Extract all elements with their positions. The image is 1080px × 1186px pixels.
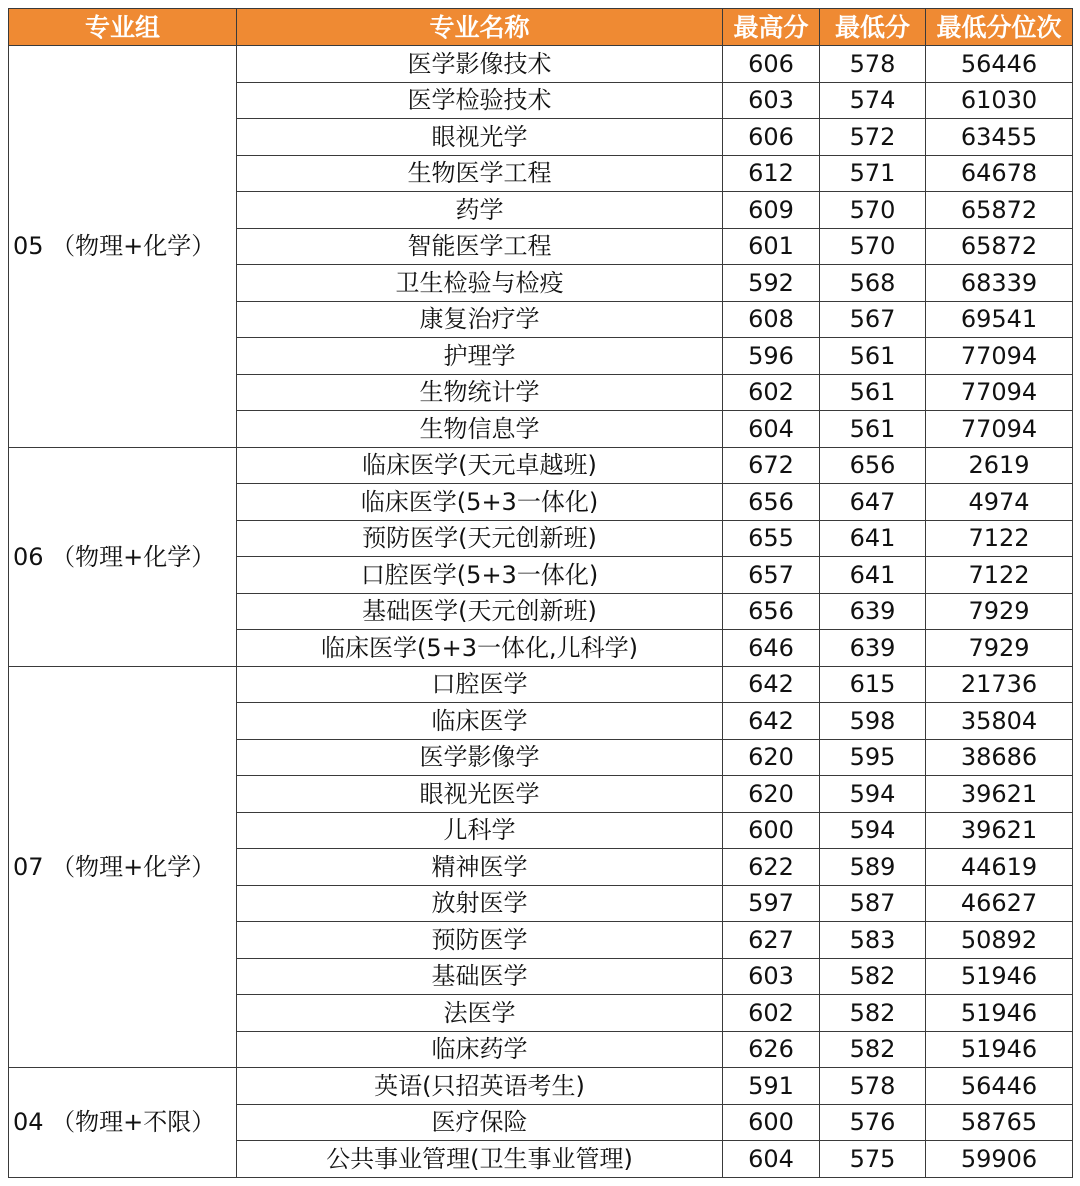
min-rank-cell: 65872 [926, 228, 1073, 265]
min-rank-cell: 77094 [926, 374, 1073, 411]
min-score-cell: 594 [820, 812, 926, 849]
min-score-cell: 567 [820, 301, 926, 338]
major-name-cell: 临床药学 [237, 1031, 723, 1068]
min-rank-cell: 51946 [926, 995, 1073, 1032]
major-group-cell: 07 （物理+化学） [9, 666, 237, 1068]
min-score-cell: 576 [820, 1104, 926, 1141]
major-name-cell: 精神医学 [237, 849, 723, 886]
min-score-cell: 656 [820, 447, 926, 484]
min-rank-cell: 44619 [926, 849, 1073, 886]
max-score-cell: 602 [723, 374, 820, 411]
major-name-cell: 基础医学 [237, 958, 723, 995]
min-score-cell: 589 [820, 849, 926, 886]
max-score-cell: 609 [723, 192, 820, 229]
min-rank-cell: 77094 [926, 338, 1073, 375]
min-rank-cell: 50892 [926, 922, 1073, 959]
major-name-cell: 临床医学(5+3一体化,儿科学) [237, 630, 723, 667]
major-name-cell: 眼视光学 [237, 119, 723, 156]
major-name-cell: 生物医学工程 [237, 155, 723, 192]
min-rank-cell: 58765 [926, 1104, 1073, 1141]
major-name-cell: 医学影像学 [237, 739, 723, 776]
major-name-cell: 卫生检验与检疫 [237, 265, 723, 302]
max-score-cell: 601 [723, 228, 820, 265]
major-name-cell: 临床医学 [237, 703, 723, 740]
major-name-cell: 公共事业管理(卫生事业管理) [237, 1141, 723, 1178]
min-rank-cell: 7122 [926, 520, 1073, 557]
min-rank-cell: 4974 [926, 484, 1073, 521]
major-name-cell: 法医学 [237, 995, 723, 1032]
min-score-cell: 582 [820, 1031, 926, 1068]
max-score-cell: 655 [723, 520, 820, 557]
min-score-cell: 561 [820, 411, 926, 448]
header-max-score: 最高分 [723, 9, 820, 46]
major-group-cell: 04 （物理+不限） [9, 1068, 237, 1178]
major-group-cell: 06 （物理+化学） [9, 447, 237, 666]
major-name-cell: 眼视光医学 [237, 776, 723, 813]
table-row [9, 447, 1073, 484]
min-score-cell: 641 [820, 557, 926, 594]
min-score-cell: 578 [820, 46, 926, 83]
min-score-cell: 574 [820, 82, 926, 119]
min-rank-cell: 7929 [926, 630, 1073, 667]
major-name-cell: 医学影像技术 [237, 46, 723, 83]
max-score-cell: 620 [723, 739, 820, 776]
min-score-cell: 587 [820, 885, 926, 922]
max-score-cell: 596 [723, 338, 820, 375]
min-score-cell: 595 [820, 739, 926, 776]
major-name-cell: 预防医学 [237, 922, 723, 959]
min-score-cell: 639 [820, 593, 926, 630]
min-rank-cell: 7929 [926, 593, 1073, 630]
max-score-cell: 642 [723, 703, 820, 740]
table-row [9, 1068, 1073, 1105]
min-rank-cell: 51946 [926, 1031, 1073, 1068]
min-score-cell: 561 [820, 374, 926, 411]
max-score-cell: 600 [723, 1104, 820, 1141]
table-row [9, 46, 1073, 83]
min-rank-cell: 68339 [926, 265, 1073, 302]
max-score-cell: 642 [723, 666, 820, 703]
admission-score-table [8, 8, 1073, 1178]
min-score-cell: 572 [820, 119, 926, 156]
max-score-cell: 620 [723, 776, 820, 813]
min-rank-cell: 63455 [926, 119, 1073, 156]
max-score-cell: 604 [723, 1141, 820, 1178]
max-score-cell: 592 [723, 265, 820, 302]
min-score-cell: 582 [820, 995, 926, 1032]
max-score-cell: 608 [723, 301, 820, 338]
max-score-cell: 606 [723, 46, 820, 83]
major-name-cell: 生物统计学 [237, 374, 723, 411]
max-score-cell: 600 [723, 812, 820, 849]
major-name-cell: 英语(只招英语考生) [237, 1068, 723, 1105]
min-rank-cell: 51946 [926, 958, 1073, 995]
major-name-cell: 预防医学(天元创新班) [237, 520, 723, 557]
min-rank-cell: 64678 [926, 155, 1073, 192]
major-name-cell: 基础医学(天元创新班) [237, 593, 723, 630]
min-rank-cell: 2619 [926, 447, 1073, 484]
min-rank-cell: 35804 [926, 703, 1073, 740]
major-name-cell: 康复治疗学 [237, 301, 723, 338]
min-score-cell: 641 [820, 520, 926, 557]
min-score-cell: 582 [820, 958, 926, 995]
max-score-cell: 597 [723, 885, 820, 922]
header-min-score: 最低分 [820, 9, 926, 46]
max-score-cell: 602 [723, 995, 820, 1032]
max-score-cell: 604 [723, 411, 820, 448]
major-name-cell: 口腔医学 [237, 666, 723, 703]
major-name-cell: 智能医学工程 [237, 228, 723, 265]
min-score-cell: 570 [820, 192, 926, 229]
min-score-cell: 575 [820, 1141, 926, 1178]
min-score-cell: 647 [820, 484, 926, 521]
header-min-rank: 最低分位次 [926, 9, 1073, 46]
min-rank-cell: 59906 [926, 1141, 1073, 1178]
min-rank-cell: 61030 [926, 82, 1073, 119]
min-score-cell: 571 [820, 155, 926, 192]
table-body [9, 46, 1073, 1178]
min-rank-cell: 56446 [926, 46, 1073, 83]
max-score-cell: 646 [723, 630, 820, 667]
major-name-cell: 生物信息学 [237, 411, 723, 448]
min-rank-cell: 38686 [926, 739, 1073, 776]
min-score-cell: 570 [820, 228, 926, 265]
major-name-cell: 医学检验技术 [237, 82, 723, 119]
min-score-cell: 568 [820, 265, 926, 302]
min-rank-cell: 69541 [926, 301, 1073, 338]
min-score-cell: 598 [820, 703, 926, 740]
min-score-cell: 578 [820, 1068, 926, 1105]
major-name-cell: 口腔医学(5+3一体化) [237, 557, 723, 594]
max-score-cell: 606 [723, 119, 820, 156]
min-rank-cell: 77094 [926, 411, 1073, 448]
table-header [9, 9, 1073, 46]
header-row [9, 9, 1073, 46]
major-name-cell: 护理学 [237, 338, 723, 375]
header-major-group: 专业组 [9, 9, 237, 46]
min-rank-cell: 21736 [926, 666, 1073, 703]
max-score-cell: 672 [723, 447, 820, 484]
major-name-cell: 医疗保险 [237, 1104, 723, 1141]
max-score-cell: 657 [723, 557, 820, 594]
max-score-cell: 591 [723, 1068, 820, 1105]
min-rank-cell: 7122 [926, 557, 1073, 594]
max-score-cell: 626 [723, 1031, 820, 1068]
min-score-cell: 639 [820, 630, 926, 667]
header-major-name: 专业名称 [237, 9, 723, 46]
max-score-cell: 612 [723, 155, 820, 192]
major-name-cell: 放射医学 [237, 885, 723, 922]
min-score-cell: 561 [820, 338, 926, 375]
major-name-cell: 临床医学(天元卓越班) [237, 447, 723, 484]
min-rank-cell: 46627 [926, 885, 1073, 922]
min-score-cell: 594 [820, 776, 926, 813]
max-score-cell: 603 [723, 82, 820, 119]
max-score-cell: 603 [723, 958, 820, 995]
min-rank-cell: 56446 [926, 1068, 1073, 1105]
min-score-cell: 615 [820, 666, 926, 703]
max-score-cell: 627 [723, 922, 820, 959]
min-rank-cell: 65872 [926, 192, 1073, 229]
max-score-cell: 622 [723, 849, 820, 886]
major-name-cell: 儿科学 [237, 812, 723, 849]
max-score-cell: 656 [723, 593, 820, 630]
min-rank-cell: 39621 [926, 812, 1073, 849]
major-group-cell: 05 （物理+化学） [9, 46, 237, 448]
major-name-cell: 临床医学(5+3一体化) [237, 484, 723, 521]
major-name-cell: 药学 [237, 192, 723, 229]
min-rank-cell: 39621 [926, 776, 1073, 813]
min-score-cell: 583 [820, 922, 926, 959]
table-row [9, 666, 1073, 703]
max-score-cell: 656 [723, 484, 820, 521]
